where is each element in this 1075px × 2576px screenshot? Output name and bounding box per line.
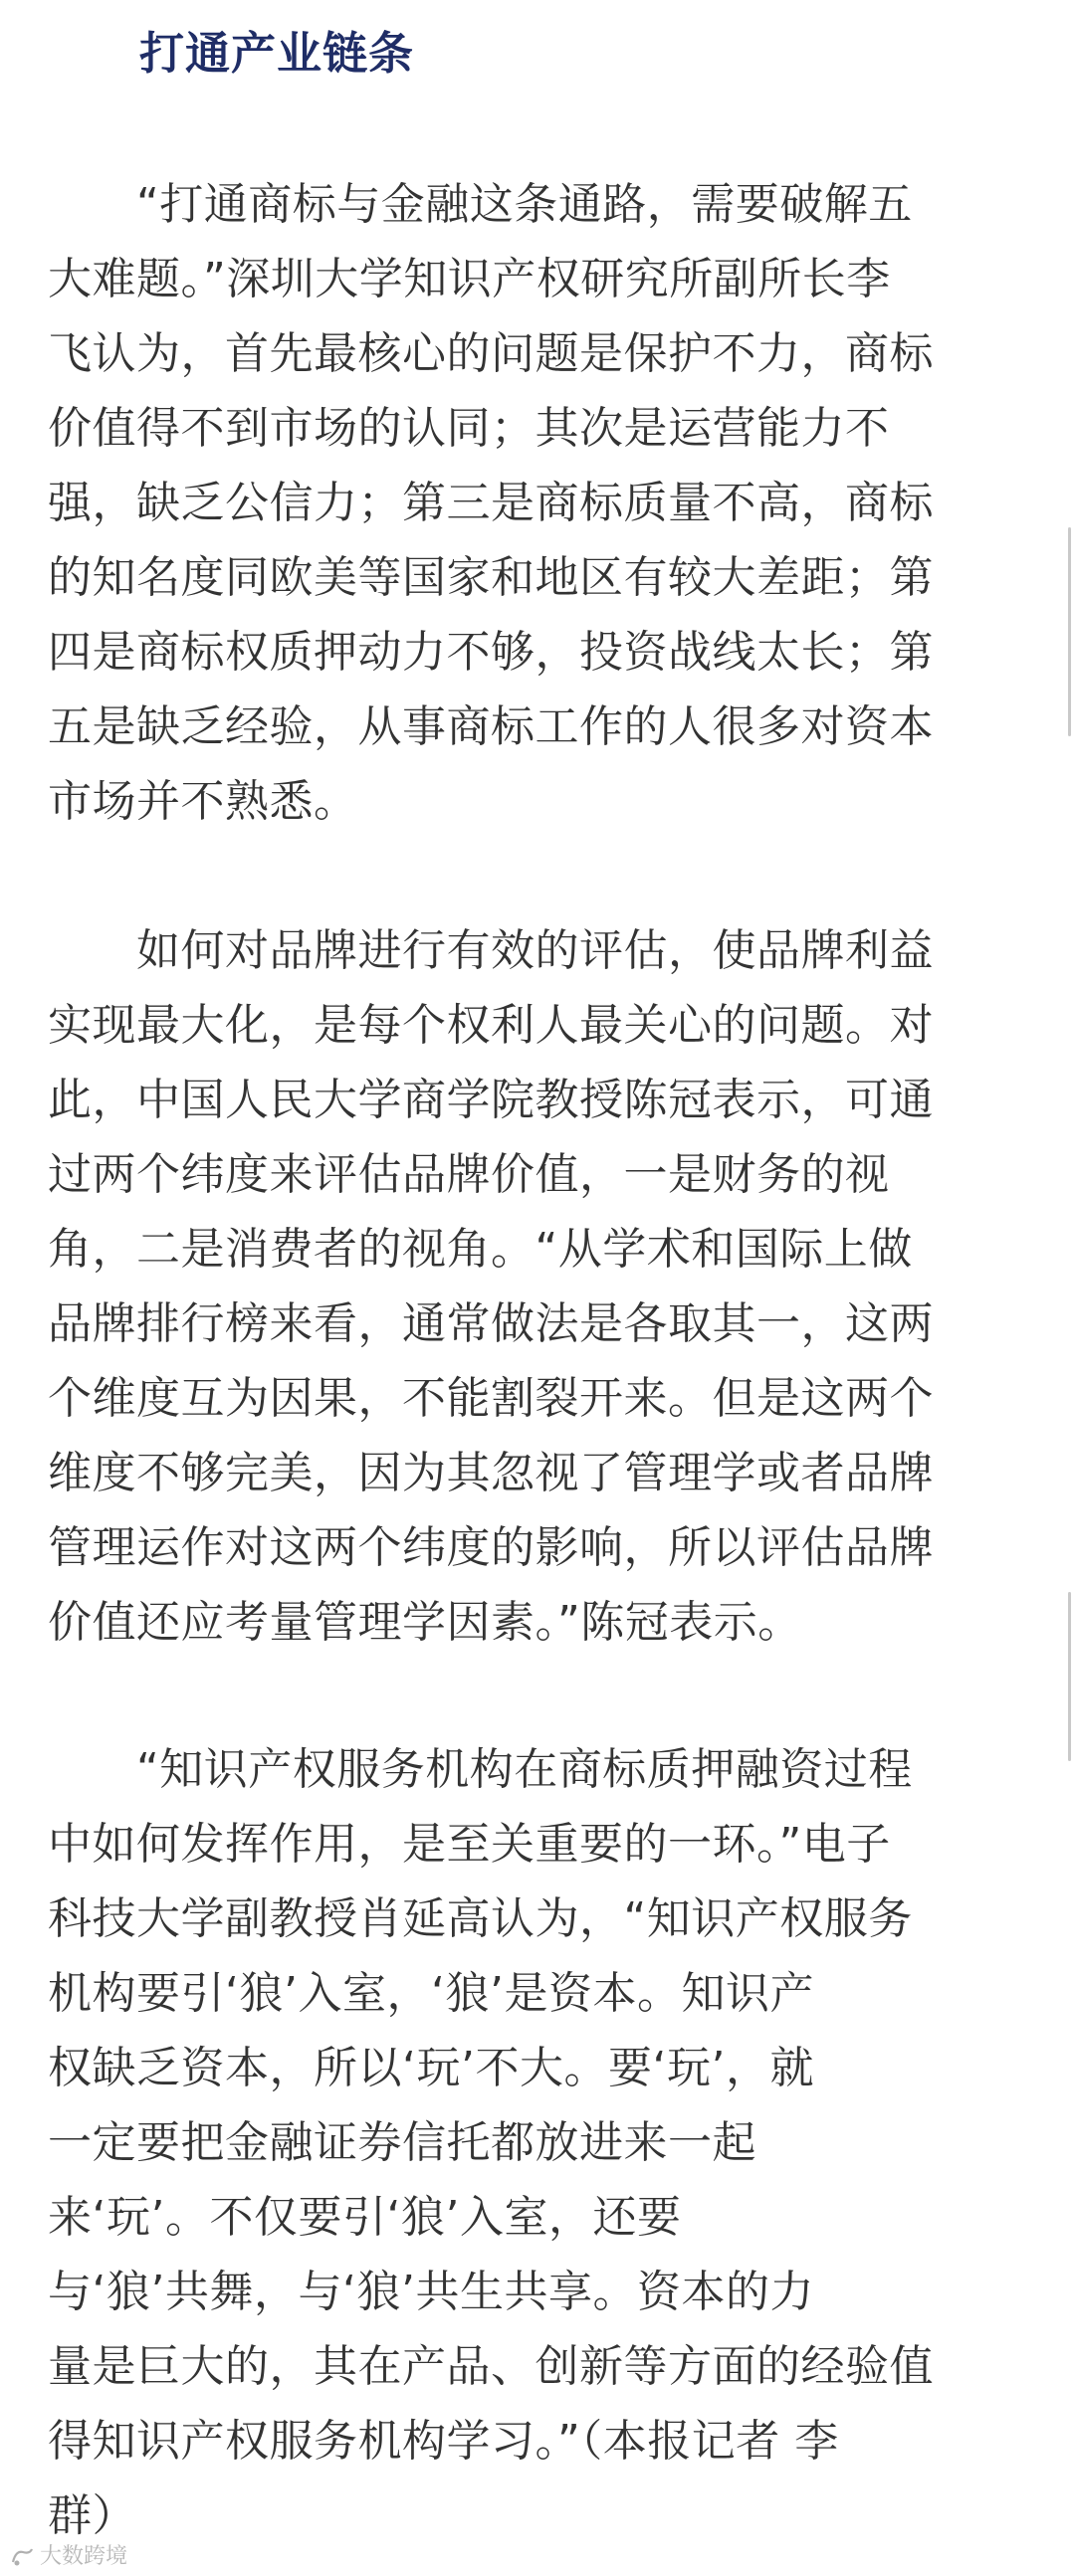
paragraph-line: “知识产权服务机构在商标质押融资过程	[48, 1744, 913, 1795]
paragraph-line: 一定要把金融证券信托都放进来一起	[48, 2117, 756, 2168]
watermark-text: 大数跨境	[40, 2544, 128, 2569]
watermark-logo-icon	[10, 2546, 36, 2568]
paragraph-line: 科技大学副教授肖延高认为，“知识产权服务	[48, 1893, 913, 1944]
paragraph-line: 过两个纬度来评估品牌价值，一是财务的视	[48, 1149, 890, 1200]
paragraph-line: “打通商标与金融这条通路，需要破解五	[48, 179, 913, 230]
paragraph-line: 机构要引‘狼’入室，‘狼’是资本。知识产	[48, 1968, 814, 2019]
paragraph-line: 角，二是消费者的视角。“从学术和国际上做	[48, 1224, 913, 1275]
paragraph-line: 市场并不熟悉。	[48, 776, 358, 827]
paragraph-line: 价值得不到市场的认同；其次是运营能力不	[48, 403, 890, 454]
paragraph-line: 的知名度同欧美等国家和地区有较大差距；第	[48, 552, 934, 603]
scrollbar-thumb[interactable]	[1068, 527, 1071, 736]
paragraph-line: 群）	[48, 2490, 136, 2541]
paragraph-line: 个维度互为因果，不能割裂开来。但是这两个	[48, 1373, 934, 1424]
paragraph-line: 四是商标权质押动力不够，投资战线太长；第	[48, 627, 934, 678]
paragraph-line: 得知识产权服务机构学习。”（本报记者 李	[48, 2416, 839, 2467]
paragraph-line: 管理运作对这两个纬度的影响，所以评估品牌	[48, 1522, 934, 1573]
paragraph-2	[48, 913, 1053, 1660]
paragraph-line: 价值还应考量管理学因素。”陈冠表示。	[48, 1597, 802, 1648]
paragraph-line: 强，缺乏公信力；第三是商标质量不高，商标	[48, 478, 934, 528]
paragraph-line: 品牌排行榜来看，通常做法是各取其一，这两	[48, 1298, 934, 1349]
paragraph-3	[48, 1732, 1053, 2553]
paragraph-line: 实现最大化，是每个权利人最关心的问题。对	[48, 1000, 934, 1051]
paragraph-line: 飞认为，首先最核心的问题是保护不力，商标	[48, 328, 934, 379]
section-heading: 打通产业链条	[139, 27, 415, 80]
paragraph-line: 量是巨大的，其在产品、创新等方面的经验值	[48, 2341, 934, 2392]
paragraph-line: 如何对品牌进行有效的评估，使品牌利益	[48, 925, 934, 976]
scrollbar-thumb[interactable]	[1068, 1592, 1071, 1761]
paragraph-line: 维度不够完美，因为其忽视了管理学或者品牌	[48, 1448, 934, 1498]
paragraph-1	[48, 167, 1053, 839]
paragraph-line: 与‘狼’共舞，与‘狼’共生共享。资本的力	[48, 2267, 814, 2317]
watermark	[10, 2544, 127, 2570]
paragraph-line: 来‘玩’。不仅要引‘狼’入室，还要	[48, 2192, 682, 2243]
paragraph-line: 大难题。”深圳大学知识产权研究所副所长李	[48, 254, 891, 304]
paragraph-line: 中如何发挥作用，是至关重要的一环。”电子	[48, 1819, 891, 1870]
paragraph-line: 此，中国人民大学商学院教授陈冠表示，可通	[48, 1075, 934, 1125]
paragraph-line: 五是缺乏经验，从事商标工作的人很多对资本	[48, 701, 934, 752]
paragraph-line: 权缺乏资本，所以‘玩’不大。要‘玩’，就	[48, 2043, 814, 2093]
